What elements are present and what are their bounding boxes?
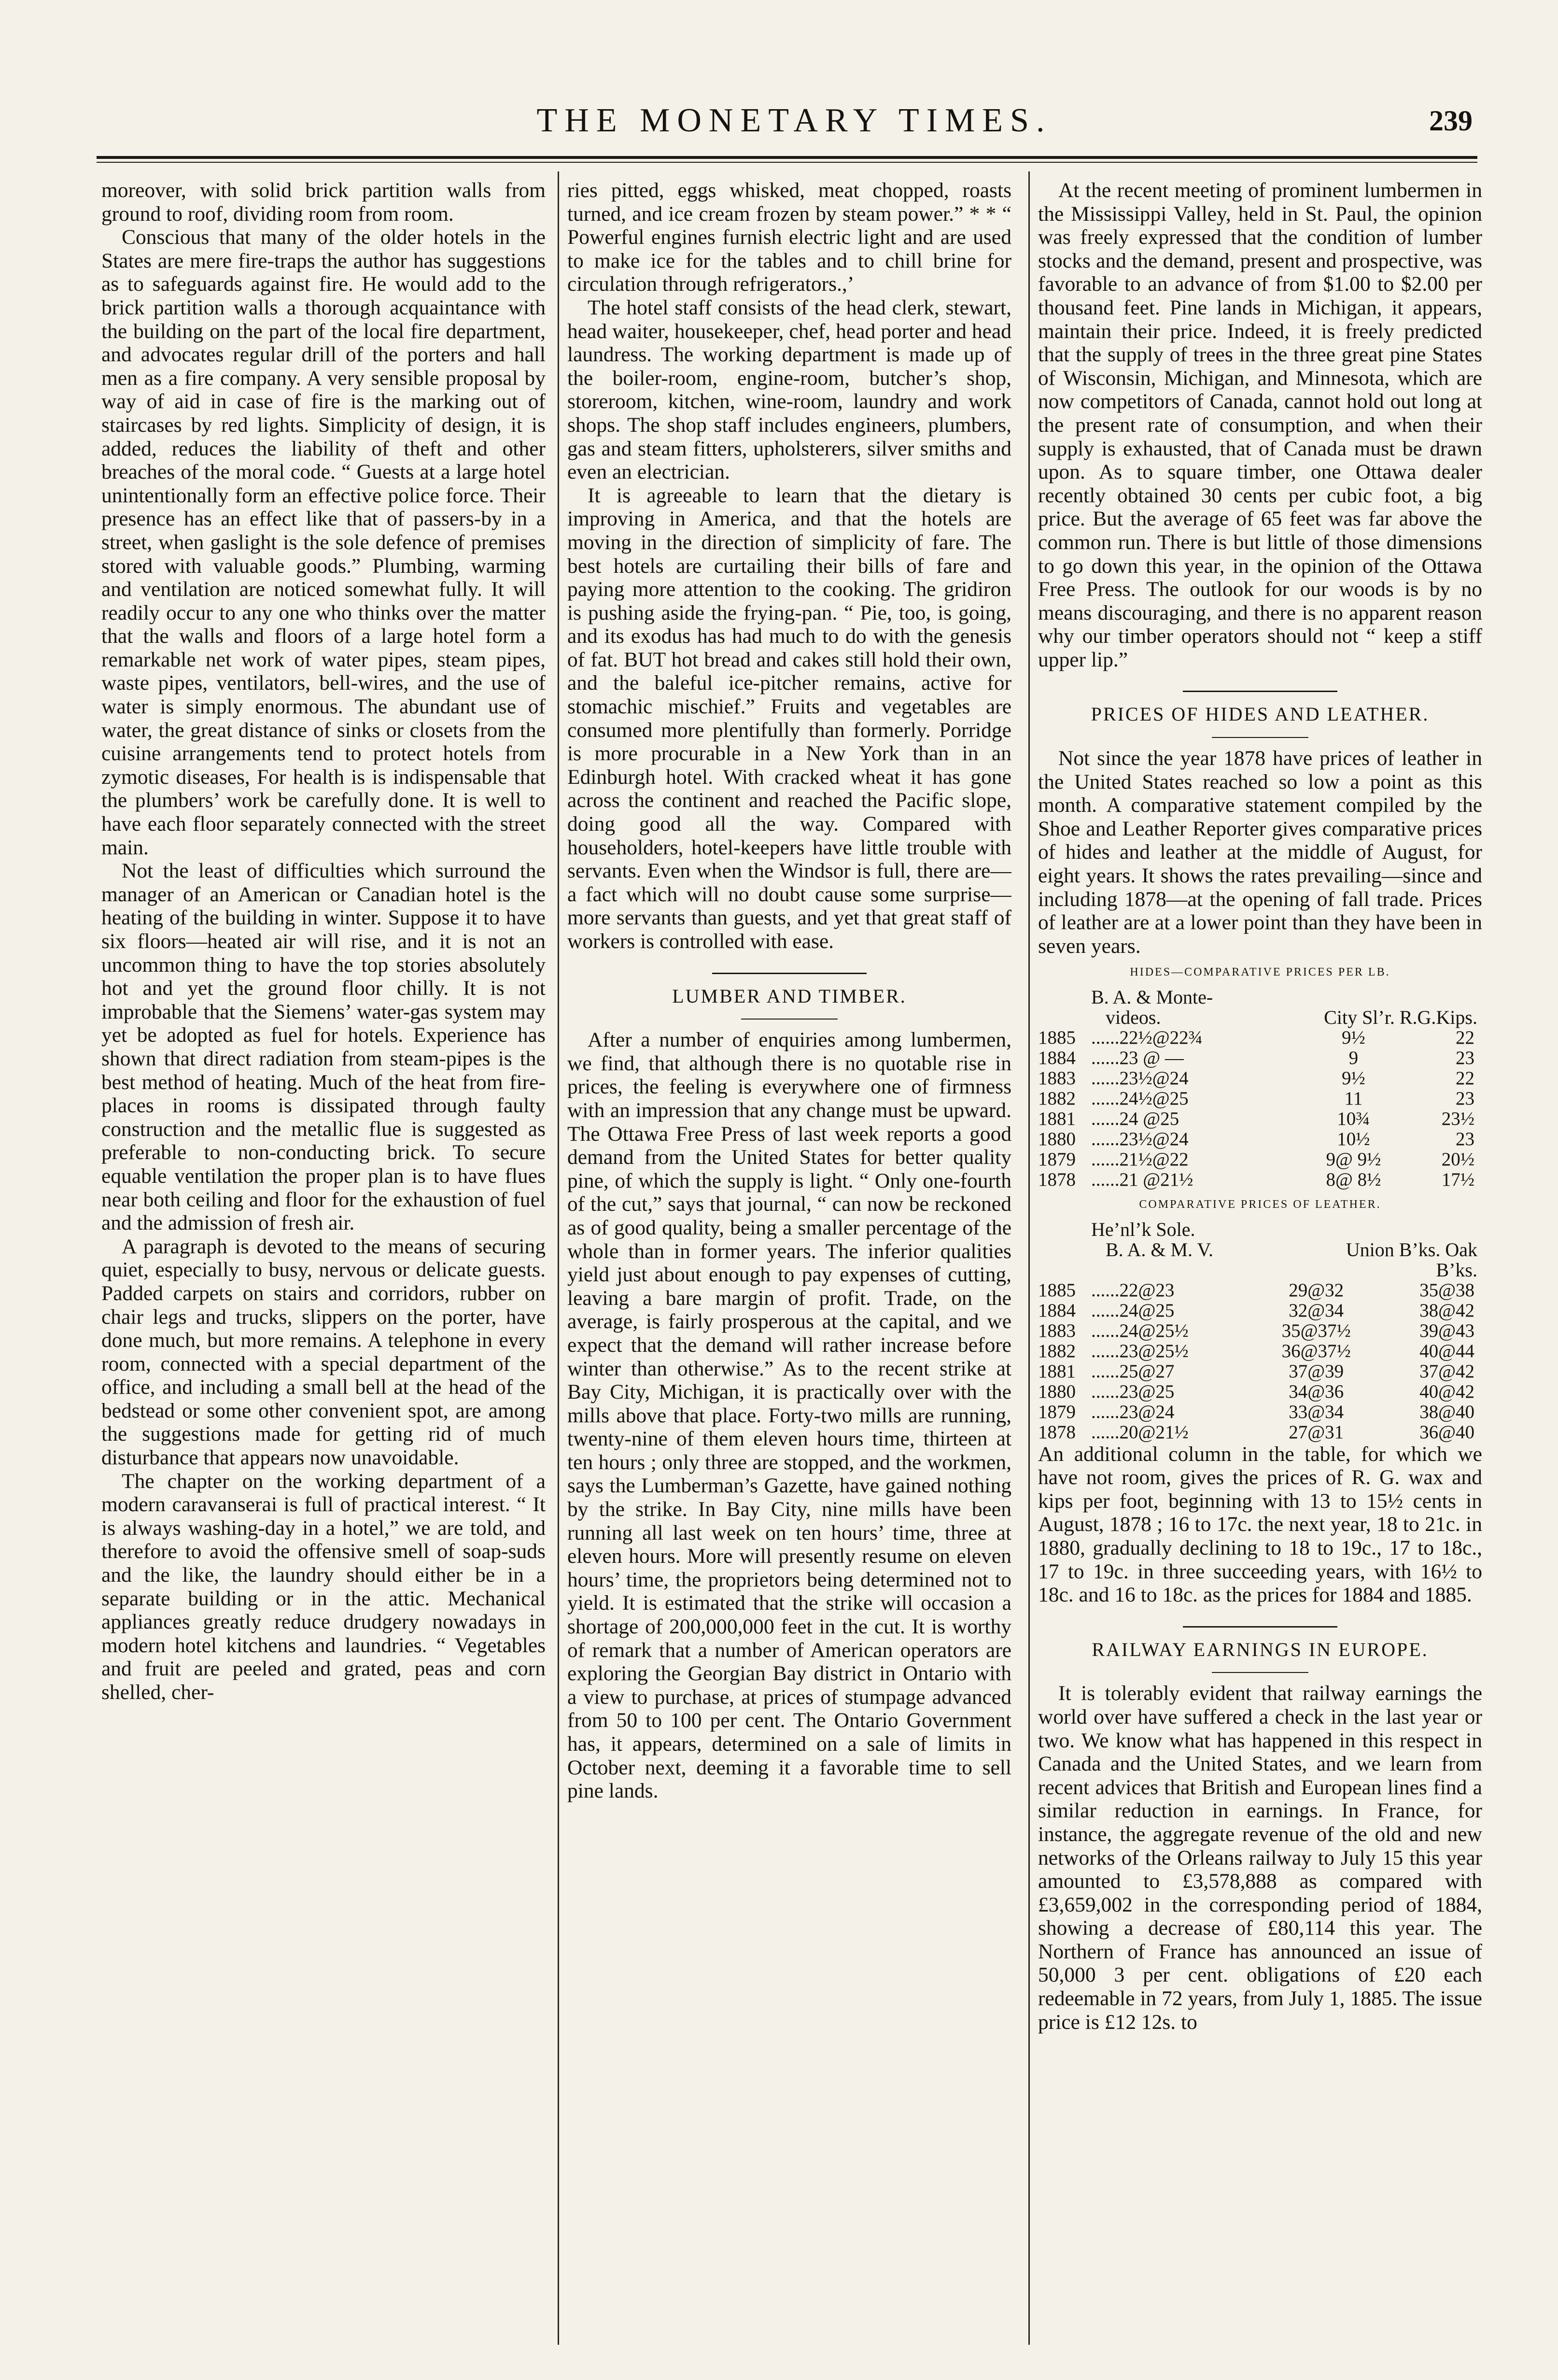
price-cell: 23	[1456, 1088, 1474, 1109]
hides-heading: PRICES OF HIDES AND LEATHER.	[1091, 703, 1430, 725]
price-cell: 37@42	[1419, 1360, 1474, 1382]
table-row	[1038, 1301, 1482, 1321]
price-cell: 23	[1456, 1129, 1474, 1149]
table-row	[1038, 1089, 1482, 1109]
price-cell: 36@40	[1419, 1421, 1474, 1443]
price-cell: 22	[1456, 1068, 1474, 1089]
hides-table-caption: HIDES—COMPARATIVE PRICES PER LB.	[1130, 966, 1390, 979]
year-cell: 1879	[1038, 1401, 1076, 1422]
price-cell: ......20@21½	[1091, 1421, 1189, 1443]
price-cell: ......21 @21½	[1091, 1169, 1193, 1190]
price-cell: 35@37½	[1281, 1320, 1351, 1341]
price-cell: 34@36	[1289, 1381, 1344, 1402]
paragraph: Not the least of difficulties which surround the manager of an American or Canadian hotel is the heating of the building in winter. Suppose it to have six floors—heated air will rise, and it is not an uncommon thing to have the top stories absolutely hot and yet the ground floor chilly. It is not improbable that the Siemens’ water-gas system may yet be adopted as fuel for hotels. Experience has shown that direct radiation from steam-pipes is the best method of heating. Much of the heat from fire-places in rooms is dissipated through faulty construction and the metallic flue is suggested as preferable to non-conducting brick. To secure equable ventilation the proper plan is to have flues near both ceiling and floor for the exhaustion of fuel and the admission of fresh air.	[101, 859, 546, 1235]
table-row	[1038, 1149, 1482, 1170]
leather-price-table	[1038, 1280, 1482, 1443]
hides-price-table	[1038, 1028, 1482, 1190]
paragraph: A paragraph is devoted to the means of securing quiet, especially to busy, nervous or delicate guests. Padded carpets on stairs and corridors, rubber on chair legs and trucks, slippers on the porter, have done much, but more remains. A telephone in every room, connected with a special department of the office, and including a small bell at the head of the bedstead or some other convenient spot, are among the suggestions made for getting rid of much disturbance that appears now unavoidable.	[101, 1234, 546, 1470]
price-cell: 8@ 8½	[1326, 1169, 1381, 1190]
year-cell: 1878	[1038, 1169, 1076, 1190]
price-cell: 39@43	[1419, 1320, 1474, 1341]
price-cell: 27@31	[1289, 1421, 1344, 1443]
year-cell: 1881	[1038, 1108, 1076, 1129]
leather-table-header-col: B. A. & M. V.	[1106, 1238, 1214, 1261]
price-cell: 9@ 9½	[1326, 1149, 1381, 1170]
price-cell: ......25@27	[1091, 1360, 1175, 1382]
price-cell: 37@39	[1289, 1360, 1344, 1382]
price-cell: 10½	[1337, 1129, 1370, 1149]
year-cell: 1884	[1038, 1300, 1076, 1321]
price-cell: 9½	[1342, 1027, 1365, 1048]
price-cell: ......21½@22	[1091, 1149, 1189, 1170]
hides-table-header-row	[1038, 1007, 1482, 1028]
price-cell: ......23 @ —	[1091, 1048, 1184, 1068]
year-cell: 1884	[1038, 1048, 1076, 1068]
price-cell: 20½	[1441, 1149, 1474, 1170]
year-cell: 1883	[1038, 1320, 1076, 1341]
price-cell: 23	[1456, 1048, 1474, 1068]
heading-rule	[741, 1019, 838, 1020]
article-heading-block	[567, 973, 1011, 1020]
table-row	[1038, 1068, 1482, 1089]
price-cell: ......23½@24	[1091, 1129, 1189, 1149]
table-row	[1038, 1361, 1482, 1382]
header-rule-thin	[97, 162, 1477, 163]
table-row	[1038, 1048, 1482, 1068]
price-cell: ......23@24	[1091, 1401, 1175, 1422]
price-cell: 38@42	[1419, 1300, 1474, 1321]
price-cell: ......24@25	[1091, 1300, 1175, 1321]
paragraph: The hotel staff consists of the head clerk, stewart, head waiter, housekeeper, chef, head porter and head laundress. The working department is made up of the boiler-room, engine-room, butcher’s shop, storeroom, kitchen, wine-room, laundry and work shops. The shop staff includes engineers, plumbers, gas and steam fitters, upholsterers, silver smiths and even an electrician.	[567, 296, 1011, 484]
heading-rule	[1212, 1672, 1308, 1673]
column-divider	[1028, 171, 1030, 2345]
price-cell: ......22@23	[1091, 1279, 1175, 1301]
year-cell: 1883	[1038, 1068, 1076, 1089]
price-cell: ......24@25½	[1091, 1320, 1189, 1341]
column-3	[1038, 179, 1482, 2342]
year-cell: 1880	[1038, 1129, 1076, 1149]
heading-rule	[1183, 691, 1337, 692]
table-row	[1038, 1280, 1482, 1301]
price-cell: 38@40	[1419, 1401, 1474, 1422]
year-cell: 1882	[1038, 1340, 1076, 1361]
paragraph: An additional column in the table, for which we have not room, gives the prices of R. G. wax and kips per foot, beginning with 13 to 15½ cents in August, 1878 ; 16 to 17c. the next year, 18 to 21c. in 1880, gradually declining to 18 to 19c., 17 to 18c., 17 to 19c. in three succeeding years, with 16½ to 18c. and 16 to 18c. as the prices for 1884 and 1885.	[1038, 1442, 1482, 1607]
heading-rule	[1183, 1626, 1337, 1628]
lumber-heading: LUMBER AND TIMBER.	[672, 985, 907, 1007]
hides-table-header-col: videos.	[1106, 1006, 1161, 1028]
year-cell: 1879	[1038, 1149, 1076, 1170]
paragraph: At the recent meeting of prominent lumbermen in the Mississippi Valley, held in St. Paul, the opinion was freely expressed that the condition of lumber stocks and the demand, present and prospective, was favorable to an advance of from $1.00 to $2.00 per thousand feet. Pine lands in Michigan, it appears, maintain their price. Indeed, it is freely predicted that the supply of trees in the three great pine States of Wisconsin, Michigan, and Minnesota, which are now competitors of Canada, cannot hold out long at the present rate of consumption, and when their supply is exhausted, that of Canada must be drawn upon. As to square timber, one Ottawa dealer recently obtained 30 cents per cubic foot, a big price. But the average of 65 feet was far above the common run. There is but little of those dimensions to go down this year, in the opinion of the Ottawa Free Press. The outlook for our woods is by no means discouraging, and there is no apparent reason why our timber operators should not “ keep a stiff upper lip.”	[1038, 179, 1482, 671]
price-cell: 40@44	[1419, 1340, 1474, 1361]
paragraph: It is agreeable to learn that the dietary is improving in America, and that the hotels are moving in the direction of simplicity of fare. The best hotels are curtailing their bills of fare and paying more attention to the cooking. The gridiron is pushing aside the frying-pan. “ Pie, too, is going, and its exodus has had much to do with the genesis of fat. BUT hot bread and cakes still hold their own, and the baleful ice-pitcher remains, active for stomachic mischief.” Fruits and vegetables are consumed more plentifully than formerly. Porridge is more procurable in a New York than in an Edinburgh hotel. With cracked wheat it has gone across the continent and reached the Pacific slope, doing good all the way. Compared with householders, hotel-keepers have little trouble with servants. Even when the Windsor is full, there are—a fact which will no doubt cause some surprise—more servants than guests, and yet that great staff of workers is controlled with ease.	[567, 483, 1011, 953]
year-cell: 1885	[1038, 1279, 1076, 1301]
price-cell: ......24 @25	[1091, 1108, 1179, 1129]
heading-rule	[1212, 737, 1308, 738]
price-cell: 40@42	[1419, 1381, 1474, 1402]
table-row	[1038, 1170, 1482, 1190]
column-divider	[558, 171, 559, 2345]
leather-table-header-col: Union B’ks. Oak B’ks.	[1346, 1238, 1477, 1281]
paragraph: The chapter on the working department of a modern caravanserai is full of practical interest. “ It is always washing-day in a hotel,” we are told, and therefore to avoid the offensive smell of soap-suds and the like, the laundry should either be in a separate building or in the attic. Mechanical appliances greatly reduce drudgery nowadays in modern hotel kitchens and laundries. “ Vegetables and fruit are peeled and grated, peas and corn shelled, cher-	[101, 1469, 546, 1704]
leather-table-caption: COMPARATIVE PRICES OF LEATHER.	[1139, 1198, 1381, 1211]
price-cell: 17½	[1441, 1169, 1474, 1190]
price-cell: ......24½@25	[1091, 1088, 1189, 1109]
article-heading-block	[1038, 691, 1482, 738]
hides-table-header-col: City Sl’r. R.G.Kips.	[1324, 1006, 1477, 1028]
price-cell: 22	[1456, 1027, 1474, 1048]
price-cell: 9	[1348, 1048, 1359, 1068]
paragraph: ries pitted, eggs whisked, meat chopped, roasts turned, and ice cream frozen by steam power.” * * “ Powerful engines furnish electric light and are used to make ice for the tables and to chill brine for circulation through refrigerators.,’	[567, 179, 1011, 296]
price-cell: 23½	[1441, 1108, 1474, 1129]
column-2	[567, 179, 1011, 2342]
table-row	[1038, 1382, 1482, 1402]
price-cell: 9½	[1342, 1068, 1365, 1089]
lumber-paragraph: After a number of enquiries among lumbermen, we find, that although there is no quotable rise in prices, the feeling is everywhere one of firmness with an impression that any change must be upward. The Ottawa Free Press of last week reports a good demand from the United States for better quality pine, of which the supply is light. “ Only one-fourth of the cut,” says that journal, “ can now be reckoned as of good quality, being a smaller percentage of the whole than in former years. The inferior qualities yield just about enough to pay expenses of cutting, leaving a bare margin of profit. Trade, on the average, is fairly prosperous at the capital, and we expect that the demand will rather increase before winter than otherwise.” As to the recent strike at Bay City, Michigan, it is practically over with the mills above that place. Forty-two mills are running, twenty-nine of them eleven hours time, thirteen at ten hours ; only three are stopped, and the workmen, says the Lumberman’s Gazette, have gained nothing by the strike. In Bay City, nine mills have been running all last week on ten hours’ time, three at eleven hours. More will presently resume on eleven hours’ time, the proprietors being determined not to yield. It is estimated that the strike will occasion a shortage of 200,000,000 feet in the cut. It is worthy of remark that a number of American operators are exploring the Georgian Bay district in Ontario with a view to purchase, at prices of stumpage advanced from 50 to 100 per cent. The Ontario Government has, it appears, determined on a sale of limits in October next, deeming it a favorable time to sell pine lands.	[567, 1028, 1011, 1803]
price-cell: 11	[1344, 1088, 1363, 1109]
paragraph: Conscious that many of the older hotels in the States are mere fire-traps the author has suggestions as to safeguards against fire. He would add to the brick partition walls a thorough acquaintance with the building on the part of the local fire department, and advocates regular drill of the porters and hall men as a fire company. A very sensible proposal by way of aid in case of fire is the marking out of staircases by red lights. Simplicity of design, it is added, reduces the liability of theft and other breaches of the moral code. “ Guests at a large hotel unintentionally form an effective police force. Their presence has an effect like that of passers-by in a street, when gaslight is the sole defence of premises stored with valuable goods.” Plumbing, warming and ventilation are noticed somewhat fully. It will readily occur to any one who thinks over the matter that the walls and floors of a large hotel form a remarkable net work of water pipes, steam pipes, waste pipes, ventilators, bell-wires, and the use of water is simply enormous. The abundant use of water, the great distance of sinks or closets from the cuisine arrangements tend to protect hotels from zymotic diseases, For health is is indispensable that the plumbers’ work be carefully done. It is well to have each floor separately connected with the street main.	[101, 226, 546, 859]
year-cell: 1882	[1038, 1088, 1076, 1109]
year-cell: 1880	[1038, 1381, 1076, 1402]
price-cell: ......23@25½	[1091, 1340, 1189, 1361]
year-cell: 1881	[1038, 1360, 1076, 1382]
price-cell: ......23@25	[1091, 1381, 1175, 1402]
leather-table-header-row	[1038, 1240, 1482, 1280]
price-cell: 36@37½	[1281, 1340, 1351, 1361]
hides-paragraph: Not since the year 1878 have prices of leather in the United States reached so low a point as this month. A comparative statement compiled by the Shoe and Leather Reporter gives comparative prices of hides and leather at the middle of August, for eight years. It shows the rates prevailing—since and including 1878—at the opening of fall trade. Prices of leather are at a lower point than they have been in seven years.	[1038, 747, 1482, 958]
leather-table-header: He’nl’k Sole.	[1091, 1218, 1195, 1240]
article-heading-block	[1038, 1626, 1482, 1673]
masthead	[111, 94, 1477, 147]
railway-heading: RAILWAY EARNINGS IN EUROPE.	[1092, 1638, 1429, 1660]
publication-title: THE MONETARY TIMES.	[536, 102, 1052, 139]
table-row	[1038, 1402, 1482, 1422]
header-rule	[97, 156, 1477, 159]
price-cell: 10¾	[1337, 1108, 1370, 1129]
year-cell: 1878	[1038, 1421, 1076, 1443]
table-row	[1038, 1129, 1482, 1149]
table-row	[1038, 1028, 1482, 1048]
table-row	[1038, 1422, 1482, 1443]
price-cell: 33@34	[1289, 1401, 1344, 1422]
heading-rule	[712, 973, 867, 974]
price-cell: ......22½@22¾	[1091, 1027, 1203, 1048]
hides-table-header: B. A. & Monte-	[1091, 986, 1213, 1008]
year-cell: 1885	[1038, 1027, 1076, 1048]
price-cell: ......23½@24	[1091, 1068, 1189, 1089]
price-cell: 32@34	[1289, 1300, 1344, 1321]
column-1	[101, 179, 546, 2342]
railway-paragraph: It is tolerably evident that railway earnings the world over have suffered a check in the last year or two. We know what has happened in this respect in Canada and the United States, and we learn from recent advices that British and European lines find a similar reduction in earnings. In France, for instance, the aggregate revenue of the old and new networks of the Orleans railway to July 15 this year amounted to £3,578,888 as compared with £3,659,002 in the corresponding period of 1884, showing a decrease of £80,114 this year. The Northern of France has announced an issue of 50,000 3 per cent. obligations of £20 each redeemable in 72 years, from July 1, 1885. The issue price is £12 12s. to	[1038, 1682, 1482, 2034]
table-row	[1038, 1321, 1482, 1341]
paragraph: moreover, with solid brick partition walls from ground to roof, dividing room from room.	[101, 179, 546, 226]
table-row	[1038, 1341, 1482, 1361]
price-cell: 35@38	[1419, 1279, 1474, 1301]
table-row	[1038, 1109, 1482, 1129]
page-number: 239	[1429, 105, 1473, 137]
price-cell: 29@32	[1289, 1279, 1344, 1301]
